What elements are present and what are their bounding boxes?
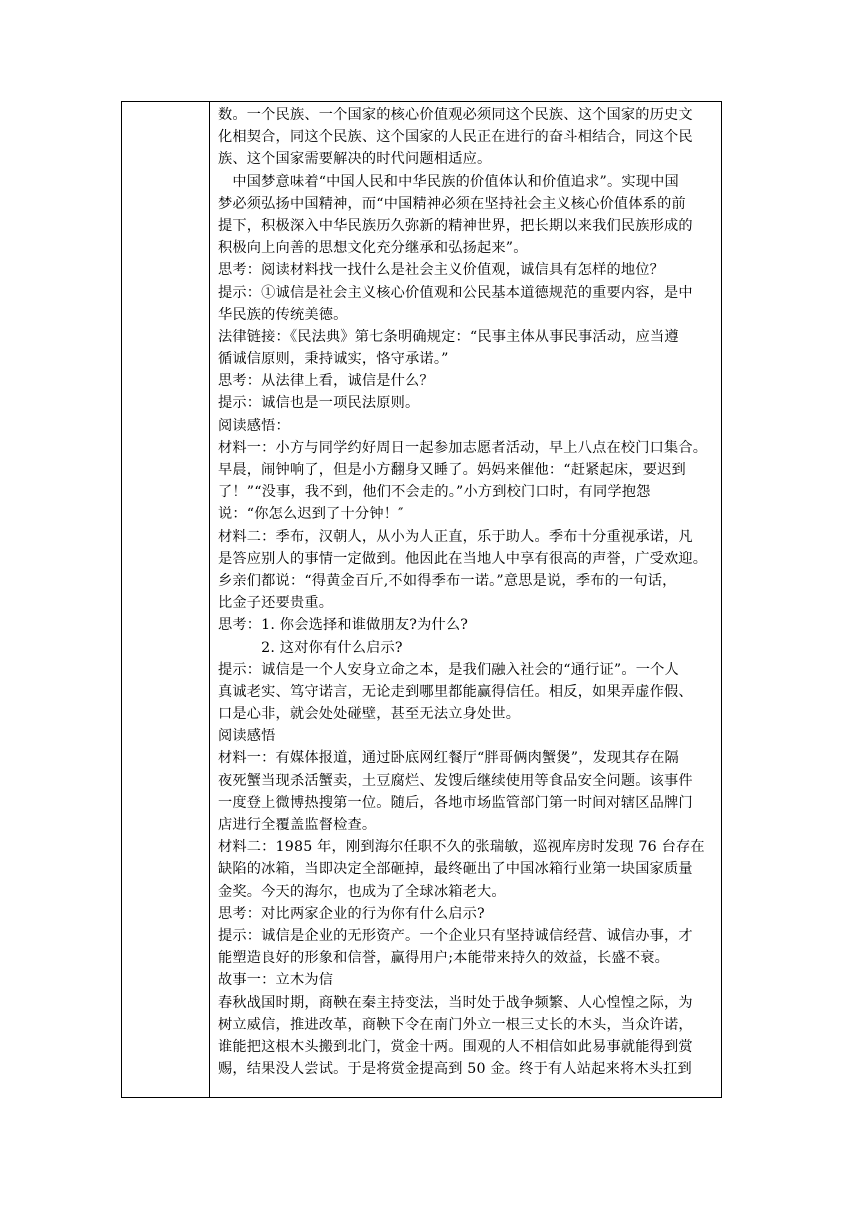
text-line: 思考：从法律上看，诚信是什么？	[218, 373, 434, 390]
text-line: 思考：1. 你会选择和谁做朋友?为什么?	[218, 617, 469, 634]
text-line: 比金子还要贵重。	[218, 595, 334, 612]
text-line: 2. 这对你有什么启示?	[218, 639, 403, 656]
text-line: 夜死蟹当现杀活蟹卖，土豆腐烂、发馊后继续使用等食品安全问题。该事件	[218, 772, 693, 789]
text-line: 能塑造良好的形象和信誉，赢得用户;本能带来持久的效益，长盛不衰。	[218, 950, 669, 967]
text-line: 材料二：季布，汉朝人，从小为人正直，乐于助人。季布十分重视承诺，凡	[218, 528, 693, 545]
text-line: 提下，积极深入中华民族历久弥新的精神世界，把长期以来我们民族形成的	[218, 217, 693, 234]
text-line: 思考：阅读材料找一找什么是社会主义价值观，诚信具有怎样的地位？	[218, 262, 665, 279]
text-line: 树立威信，推进改革，商鞅下令在南门外立一根三丈长的木头，当众许诺，	[218, 1016, 693, 1033]
text-line: 早晨，闹钟响了，但是小方翻身又睡了。妈妈来催他：“赶紧起床，要迟到	[218, 462, 686, 478]
text-line: 了！”“没事，我不到，他们不会走的。”小方到校门口时，有同学抱怨	[218, 484, 651, 501]
text-line: 说：“你怎么迟到了十分钟！″	[218, 506, 404, 523]
text-line: 提示：诚信是企业的无形资产。一个企业只有坚持诚信经营、诚信办事，才	[218, 927, 693, 944]
text-line: 材料一：小方与同学约好周日一起参加志愿者活动，早上八点在校门口集合。	[218, 439, 708, 456]
text-line: 春秋战国时期，商鞅在秦主持变法，当时处于战争频繁、人心惶惶之际，为	[218, 994, 693, 1011]
text-line: 族、这个国家需要解决的时代问题相适应。	[218, 151, 492, 168]
text-line: 中国梦意味着“中国人民和中华民族的价值体认和价值追求”。实现中国	[218, 173, 679, 190]
text-line: 阅读感悟	[218, 728, 276, 745]
text-line: 数。一个民族、一个国家的核心价值观必须同这个民族、这个国家的历史文	[218, 107, 693, 123]
text-line: 一度登上微博热搜第一位。随后，各地市场监管部门第一时间对辖区品牌门	[218, 794, 693, 811]
text-line: 化相契合，同这个民族、这个国家的人民正在进行的奋斗相结合，同这个民	[218, 129, 693, 146]
text-line: 是答应别人的事情一定做到。他因此在当地人中享有很高的声誉，广受欢迎。	[218, 550, 708, 567]
text-line: 思考：对比两家企业的行为你有什么启示?	[218, 905, 485, 922]
text-line: 材料一：有媒体报道，通过卧底网红餐厅“胖哥俩肉蟹煲”，发现其存在隔	[218, 750, 679, 767]
text-line: 提示：①诚信是社会主义核心价值观和公民基本道德规范的重要内容，是中	[218, 284, 693, 301]
text-line: 梦必须弘扬中国精神，而“中国精神必须在坚持社会主义核心价值体系的前	[218, 195, 686, 212]
text-line: 真诚老实、笃守诺言，无论走到哪里都能赢得信任。相反，如果弄虚作假、	[218, 683, 693, 700]
left-column-cell	[122, 102, 210, 1097]
text-line: 口是心非，就会处处碰壁，甚至无法立身处世。	[218, 706, 521, 723]
text-line: 阅读感悟：	[218, 417, 290, 434]
text-line: 缺陷的冰箱，当即决定全部砸掉，最终砸出了中国冰箱行业第一块国家质量	[218, 861, 693, 878]
text-line: 循诚信原则，秉持诚实，恪守承诺。”	[218, 351, 449, 368]
content-table	[121, 101, 722, 1098]
text-line: 法律链接：《民法典》第七条明确规定：“民事主体从事民事活动，应当遵	[218, 328, 679, 345]
text-line: 乡亲们都说：“得黄金百斤,不如得季布一诺。”意思是说，季布的一句话，	[218, 572, 677, 589]
text-line: 材料二：1985 年，刚到海尔任职不久的张瑞敏，巡视库房时发现 76 台存在	[218, 839, 705, 856]
text-line: 金奖。今天的海尔，也成为了全球冰箱老大。	[218, 883, 506, 900]
text-line: 赐，结果没人尝试。于是将赏金提高到 50 金。终于有人站起来将木头扛到	[218, 1061, 692, 1078]
text-line: 谁能把这根木头搬到北门，赏金十两。围观的人不相信如此易事就能得到赏	[218, 1038, 693, 1055]
text-line: 店进行全覆盖监督检查。	[218, 817, 377, 833]
right-column-cell	[210, 102, 721, 1097]
text-line: 华民族的传统美德。	[218, 306, 348, 323]
text-line: 积极向上向善的思想文化充分继承和弘扬起来”。	[218, 240, 528, 257]
text-line: 提示：诚信是一个人安身立命之本，是我们融入社会的“通行证”。一个人	[218, 661, 679, 678]
text-line: 故事一：立木为信	[218, 972, 334, 989]
text-line: 提示：诚信也是一项民法原则。	[218, 395, 420, 412]
